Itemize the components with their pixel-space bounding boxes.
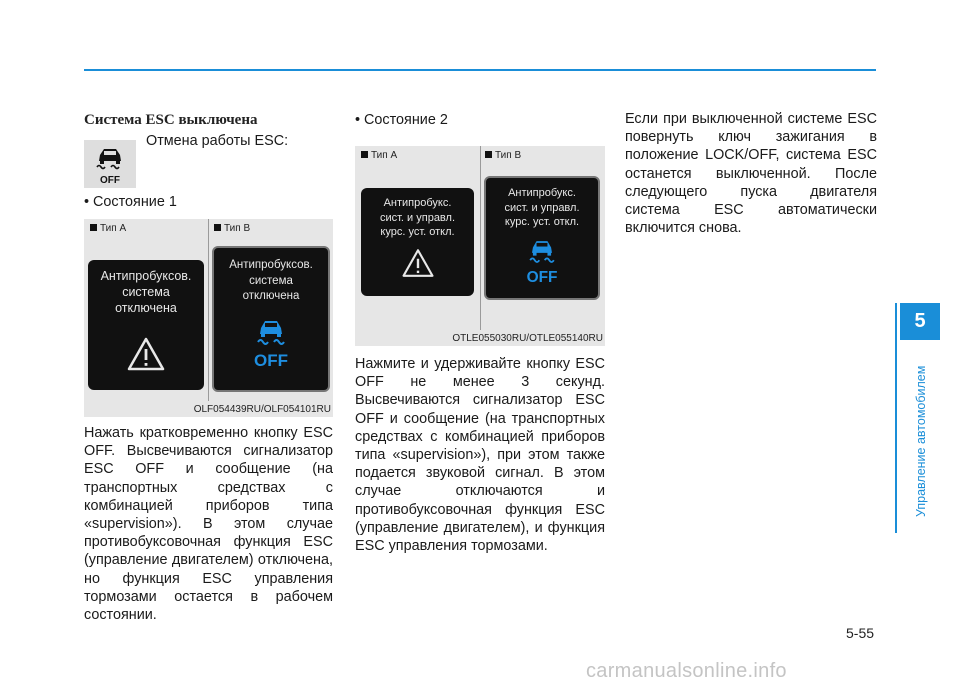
screen-line: система <box>249 274 293 287</box>
header-rule <box>84 69 876 71</box>
state2-screen-a <box>361 188 474 296</box>
state1-tab-a: Тип А <box>90 223 126 234</box>
state2-tab-b: Тип В <box>485 150 521 161</box>
chapter-title-text: Управление автомобилем <box>914 365 928 517</box>
esc-off-icon <box>522 236 562 288</box>
section-title: Система ESC выключена <box>84 112 258 128</box>
svg-text:OFF: OFF <box>526 269 558 286</box>
state2-text: Нажмите и удерживайте кнопку ESC OFF не менее 3 секунд. Высвечиваются сигнализатор ESC OFF и сообщение (на транспортных средствах с комбинацией приборов типа «supervision»), при этом также подается звуковой сигнал. В этом случае отключаются и противобуксовочная функция ESC (управление двигателем), и функция ESC управления тормозами. <box>355 356 605 555</box>
screen-line: курс. уст. откл. <box>504 216 580 228</box>
state2-screen-b <box>484 176 600 300</box>
right-column-text: Если при выключенной системе ESC повернуть ключ зажигания в положение LOCK/OFF, система ESC останется выключенной. После следующего пуска двигателя система ESC автоматически включится снова. <box>625 111 877 237</box>
warning-icon <box>401 247 435 279</box>
svg-text:OFF: OFF <box>100 175 120 186</box>
state1-text: Нажать кратковременно кнопку ESC OFF. Высвечиваются сигнализатор ESC OFF и сообщение (на транспортных средствах с комбинацией приборов типа «supervision»). В этом случае противобуксовочная функция ESC (управление двигателем) отключена, но функция ESC управления тормозами остается в рабочем состоянии. <box>84 425 333 624</box>
state2-tab-a: Тип А <box>361 150 397 161</box>
side-rule <box>895 303 897 533</box>
state1-tab-b: Тип В <box>214 223 250 234</box>
state2-figure <box>355 146 605 346</box>
screen-line: Антипробуксов. <box>229 259 313 271</box>
warning-icon <box>126 336 166 372</box>
screen-line: отключена <box>115 301 177 315</box>
screen-line: Антипробукс. <box>383 197 452 209</box>
page-number: 5-55 <box>846 625 875 641</box>
chapter-badge: 5 <box>900 303 940 340</box>
watermark: carmanualsonline.info <box>586 660 787 682</box>
screen-line: сист. и управл. <box>504 201 580 214</box>
intro-label: Отмена работы ESC: <box>146 133 289 149</box>
chapter-title <box>914 342 928 517</box>
esc-off-icon <box>84 140 136 188</box>
figure-code: OTLE055030RU/OTLE055140RU <box>452 333 603 344</box>
figure-code: OLF054439RU/OLF054101RU <box>193 404 331 415</box>
esc-off-icon <box>249 316 293 372</box>
screen-line: курс. уст. откл. <box>380 226 455 238</box>
screen-line: отключена <box>242 290 300 302</box>
screen-line: Антипробуксов. <box>100 269 192 283</box>
screen-line: система <box>122 285 170 299</box>
state1-figure <box>84 219 333 417</box>
screen-line: Антипробукс. <box>508 187 576 199</box>
state2-label: • Состояние 2 <box>355 112 448 128</box>
state1-screen-a <box>88 260 204 390</box>
state1-screen-b <box>212 246 330 392</box>
svg-text:OFF: OFF <box>254 351 288 370</box>
screen-line: сист. и управл. <box>379 211 456 224</box>
state1-label: • Состояние 1 <box>84 194 177 210</box>
